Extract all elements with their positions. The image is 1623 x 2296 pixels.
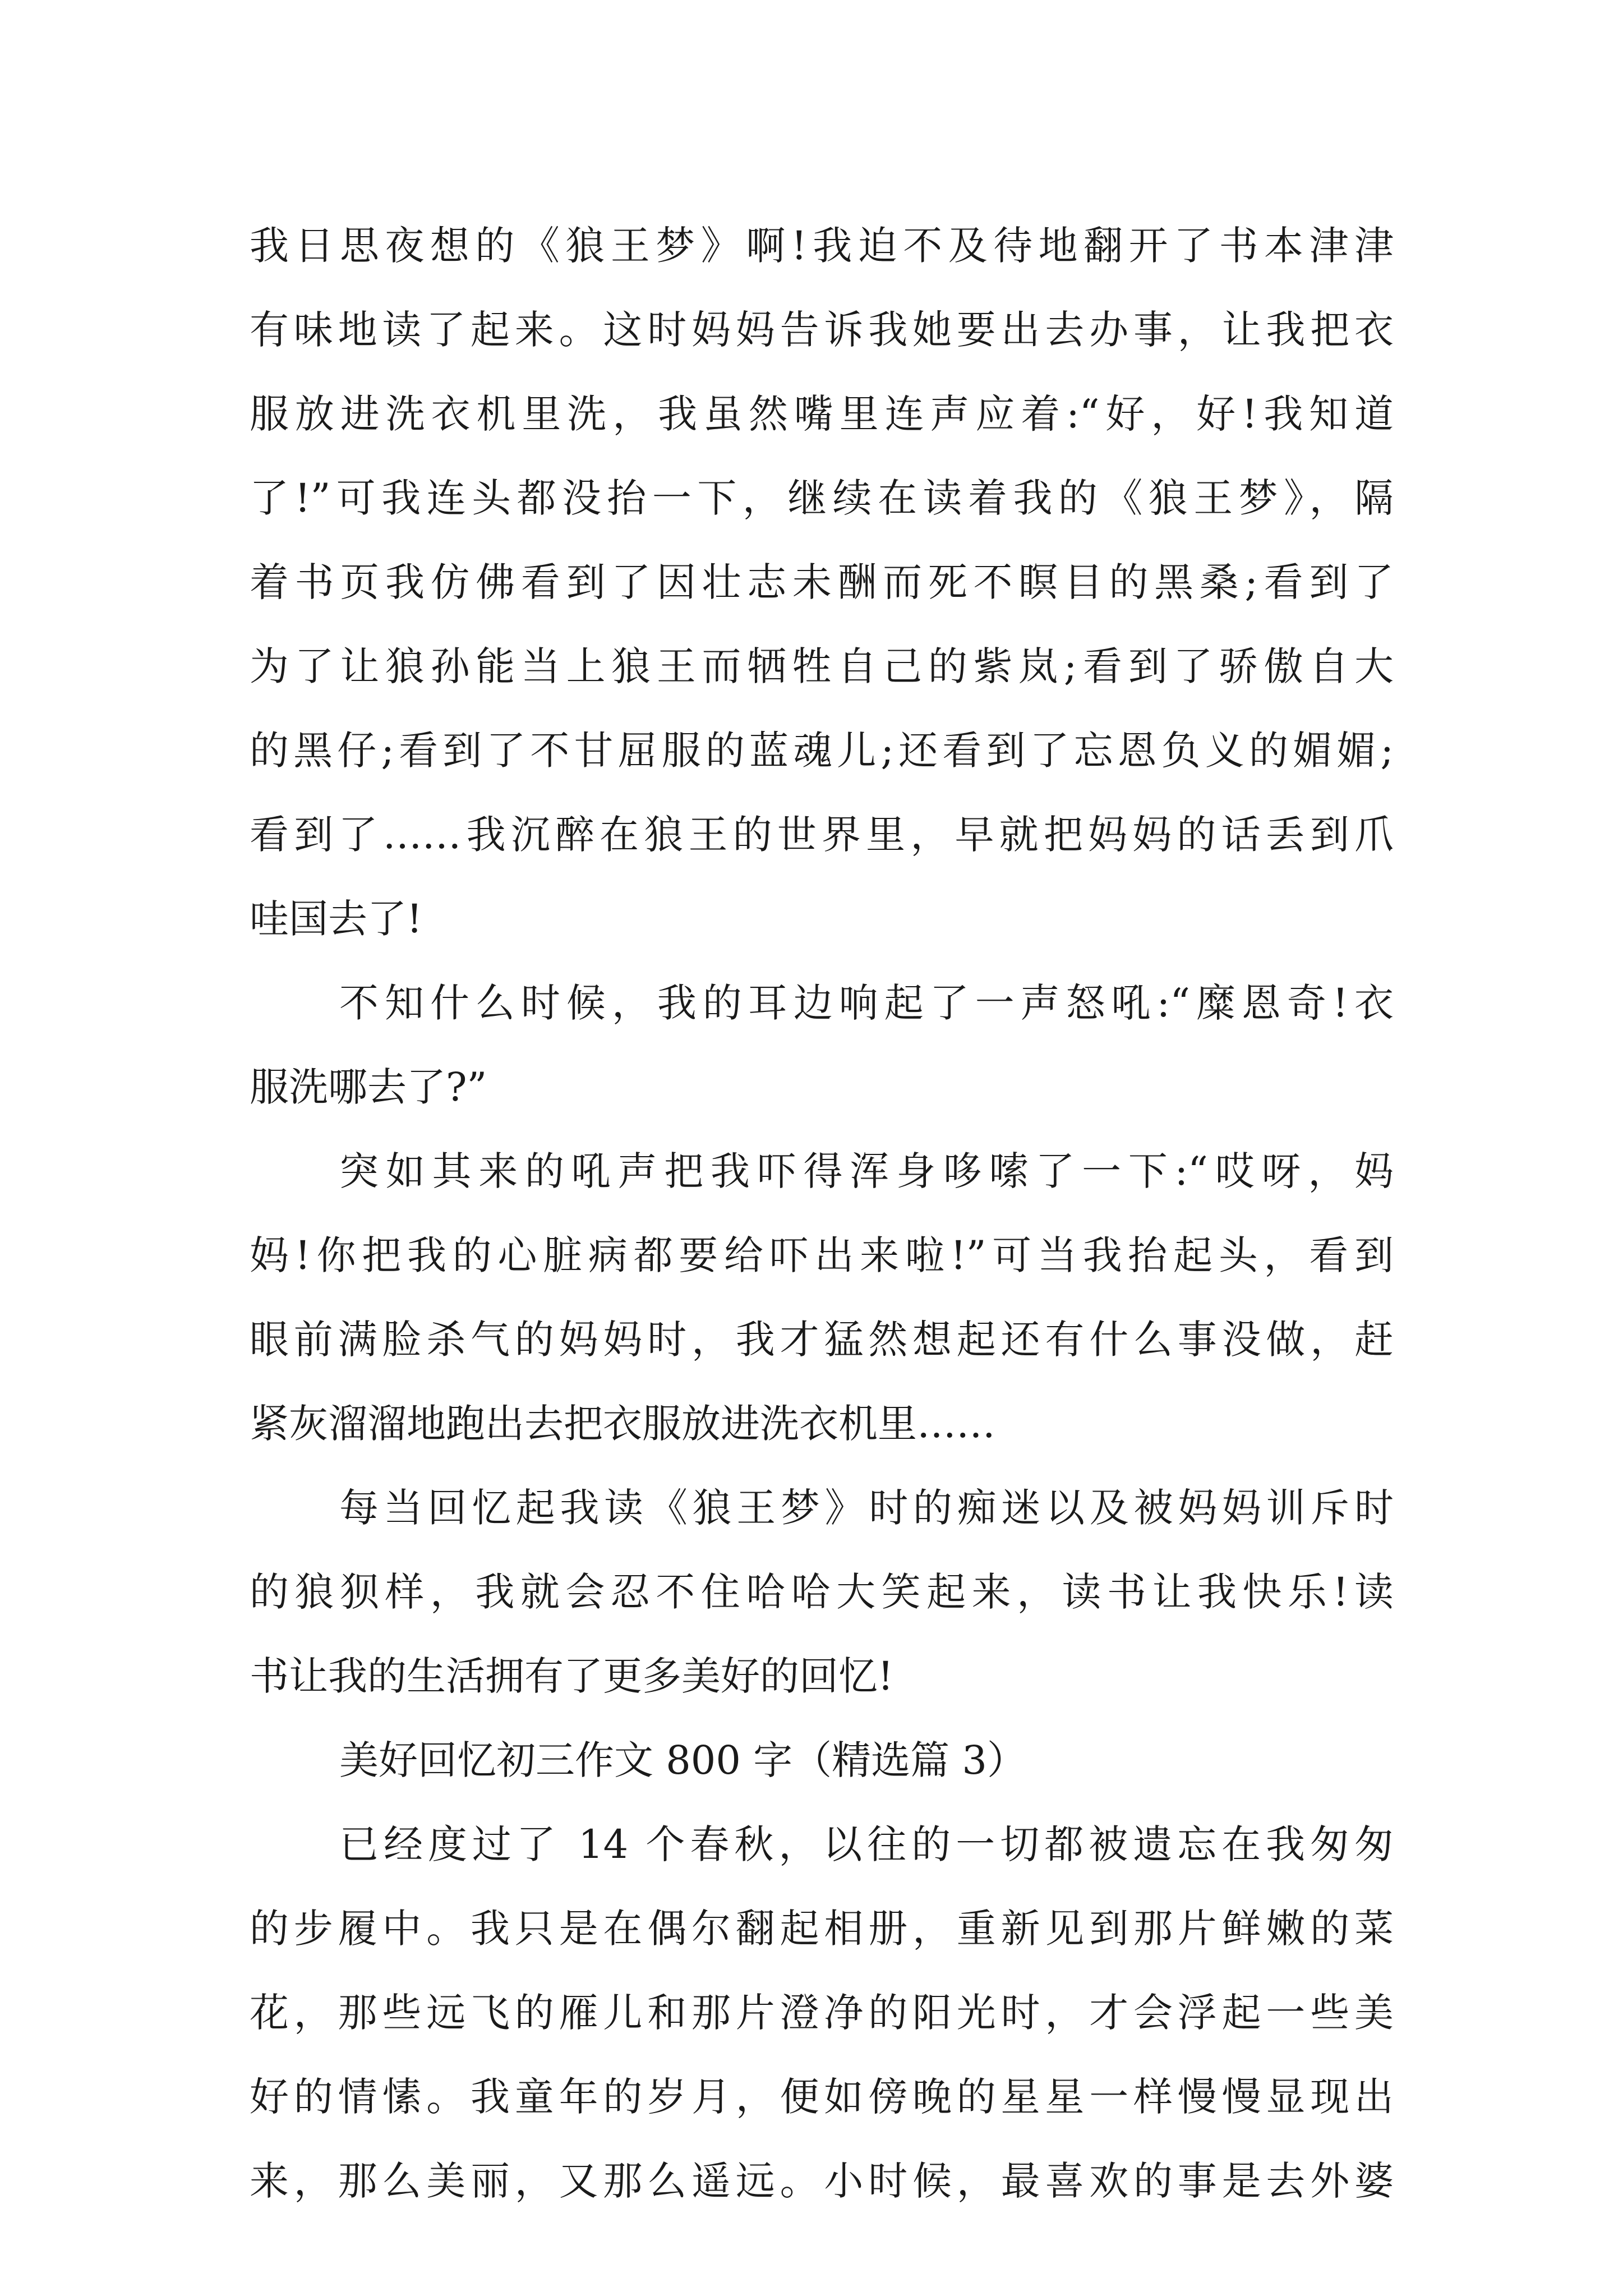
text-line: 服洗哪去了?” [250,1064,487,1110]
text-line: 突如其来的吼声把我吓得浑身哆嗦了一下:“哎呀，妈 [339,1148,1394,1194]
section-heading: 美好回忆初三作文 800 字（精选篇 3） [339,1737,1026,1783]
text-line: 哇国去了! [250,896,423,942]
text-line: 看到了……我沉醉在狼王的世界里，早就把妈妈的话丢到爪 [250,812,1394,858]
text-line: 眼前满脸杀气的妈妈时，我才猛然想起还有什么事没做，赶 [250,1317,1394,1363]
text-line: 为了让狼孙能当上狼王而牺牲自己的紫岚;看到了骄傲自大 [250,643,1394,689]
text-line: 我日思夜想的《狼王梦》啊!我迫不及待地翻开了书本津津 [250,223,1394,269]
text-line: 书让我的生活拥有了更多美好的回忆! [250,1653,894,1699]
text-line: 有味地读了起来。这时妈妈告诉我她要出去办事，让我把衣 [250,307,1394,353]
text-line: 不知什么时候，我的耳边响起了一声怒吼:“糜恩奇!衣 [339,980,1394,1026]
text-line: 了!”可我连头都没抬一下，继续在读着我的《狼王梦》，隔 [250,475,1394,521]
text-line: 已经度过了 14 个春秋，以往的一切都被遗忘在我匆匆 [339,1821,1394,1867]
text-line: 来，那么美丽，又那么遥远。小时候，最喜欢的事是去外婆 [250,2158,1394,2204]
text-line: 的狼狈样，我就会忍不住哈哈大笑起来，读书让我快乐!读 [250,1569,1394,1615]
text-line: 的步履中。我只是在偶尔翻起相册，重新见到那片鲜嫩的菜 [250,1906,1394,1952]
text-line: 服放进洗衣机里洗，我虽然嘴里连声应着:“好，好!我知道 [250,391,1394,437]
text-line: 着书页我仿佛看到了因壮志未酬而死不瞑目的黑桑;看到了 [250,559,1394,605]
text-line: 的黑仔;看到了不甘屈服的蓝魂儿;还看到了忘恩负义的媚媚; [250,728,1394,774]
text-line: 紧灰溜溜地跑出去把衣服放进洗衣机里…… [250,1401,995,1447]
text-line: 每当回忆起我读《狼王梦》时的痴迷以及被妈妈训斥时 [339,1485,1394,1531]
text-line: 花，那些远飞的雁儿和那片澄净的阳光时，才会浮起一些美 [250,1990,1394,2036]
text-line: 好的情愫。我童年的岁月，便如傍晚的星星一样慢慢显现出 [250,2074,1394,2120]
text-line: 妈!你把我的心脏病都要给吓出来啦!”可当我抬起头，看到 [250,1232,1394,1278]
